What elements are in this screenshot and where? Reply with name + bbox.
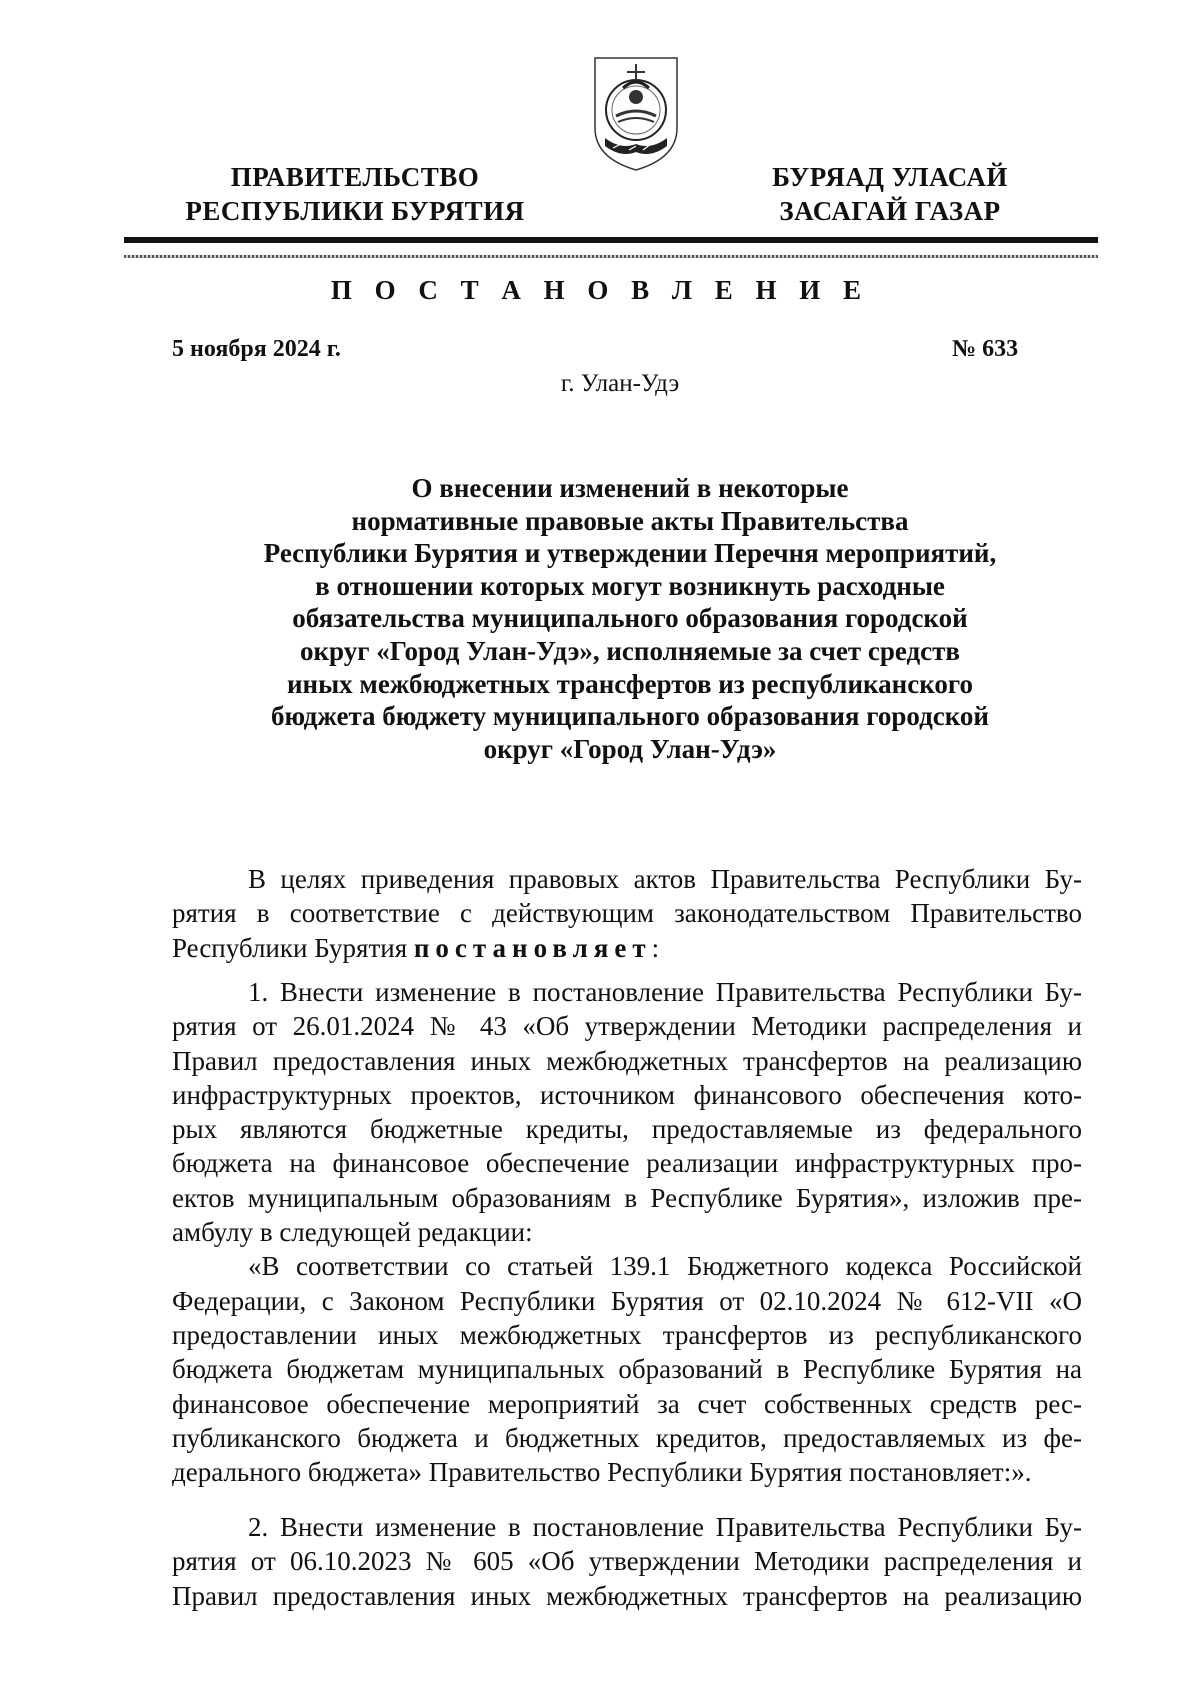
body-line: ектов муниципальным образованиям в Республике Бурятия», изложив пре- bbox=[172, 1182, 1082, 1213]
quote-line: Федерации, с Законом Республики Бурятия от 02.10.2024 № 612-VII «О bbox=[172, 1285, 1082, 1316]
document-number: № 633 bbox=[952, 336, 1019, 362]
body-line: 1. Внести изменение в постановление Правительства Республики Бу- bbox=[248, 977, 1082, 1007]
body-line: амбулу в следующей редакции: bbox=[172, 1217, 533, 1248]
body-line: Правил предоставления иных межбюджетных трансфертов на реализацию bbox=[172, 1045, 1082, 1076]
document-city: г. Улан-Удэ bbox=[560, 370, 680, 397]
header-rule-thin bbox=[124, 255, 1098, 258]
title-line: в отношении которых могут возникнуть расходные bbox=[315, 570, 945, 601]
body-line: рых являются бюджетные кредиты, предоставляемые из федерального bbox=[172, 1114, 1082, 1145]
quote-line: предоставлении иных межбюджетных трансфертов из республиканского bbox=[172, 1319, 1082, 1350]
title-line: обязательства муниципального образования городской bbox=[292, 603, 968, 634]
document-type: П О С Т А Н О В Л Е Н И Е bbox=[330, 275, 870, 305]
header-rule-thick bbox=[124, 237, 1098, 243]
org-left-line-2: РЕСПУБЛИКИ БУРЯТИЯ bbox=[185, 196, 525, 226]
org-name-buryat bbox=[740, 160, 1040, 228]
body-line: 2. Внести изменение в постановление Правительства Республики Бу- bbox=[248, 1512, 1082, 1542]
body-line: бюджета на финансовое обеспечение реализации инфраструктурных про- bbox=[172, 1148, 1082, 1179]
body-line: В целях приведения правовых актов Правительства Республики Бу- bbox=[248, 864, 1082, 894]
quote-line: бюджета бюджетам муниципальных образований в Республике Бурятия на bbox=[172, 1354, 1082, 1385]
org-left-line-1: ПРАВИТЕЛЬСТВО bbox=[230, 162, 480, 192]
paragraph-1 bbox=[172, 975, 1082, 1489]
title-line: округ «Город Улан-Удэ» bbox=[483, 733, 777, 764]
body-line: рятия от 26.01.2024 № 43 «Об утверждении Методики распределения и bbox=[172, 1011, 1082, 1042]
coat-of-arms-icon bbox=[591, 50, 681, 172]
body-line: Правил предоставления иных межбюджетных трансфертов на реализацию bbox=[172, 1580, 1082, 1611]
body-line bbox=[172, 931, 1082, 965]
title-line: округ «Город Улан-Удэ», исполняемые за счет средств bbox=[300, 635, 960, 666]
quote-line: финансовое обеспечение мероприятий за счет собственных средств рес- bbox=[172, 1388, 1082, 1419]
document-date: 5 ноября 2024 г. bbox=[172, 336, 341, 362]
preamble-line3-end: : bbox=[651, 932, 660, 963]
preamble-line3-start: Республики Бурятия bbox=[172, 932, 414, 963]
body-line: рятия в соответствие с действующим законодательством Правительство bbox=[172, 898, 1082, 929]
title-line: бюджета бюджету муниципального образования городской bbox=[271, 701, 989, 732]
quote-line: публиканского бюджета и бюджетных кредитов, предоставляемых из фе- bbox=[172, 1422, 1082, 1453]
org-right-line-1: БУРЯАД УЛАСАЙ bbox=[772, 162, 1008, 192]
org-name-russian bbox=[170, 160, 540, 228]
preamble-paragraph bbox=[172, 862, 1082, 965]
document-title bbox=[150, 472, 1110, 765]
body-line: инфраструктурных проектов, источником финансового обеспечения кото- bbox=[172, 1079, 1082, 1110]
title-line: О внесении изменений в некоторые bbox=[411, 473, 849, 503]
decree-keyword: постановляет bbox=[413, 932, 652, 963]
title-line: иных межбюджетных трансфертов из республиканского bbox=[286, 668, 973, 699]
title-line: нормативные правовые акты Правительства bbox=[351, 505, 909, 536]
title-line: Республики Бурятия и утверждении Перечня мероприятий, bbox=[263, 538, 997, 569]
body-line: рятия от 06.10.2023 № 605 «Об утверждении Методики распределения и bbox=[172, 1546, 1082, 1577]
quote-line: дерального бюджета» Правительство Республики Бурятия постановляет:». bbox=[172, 1457, 1032, 1488]
quote-line: «В соответствии со статьей 139.1 Бюджетного кодекса Российской bbox=[248, 1251, 1082, 1282]
org-right-line-2: ЗАСАГАЙ ГАЗАР bbox=[779, 196, 1001, 226]
paragraph-2 bbox=[172, 1510, 1082, 1613]
